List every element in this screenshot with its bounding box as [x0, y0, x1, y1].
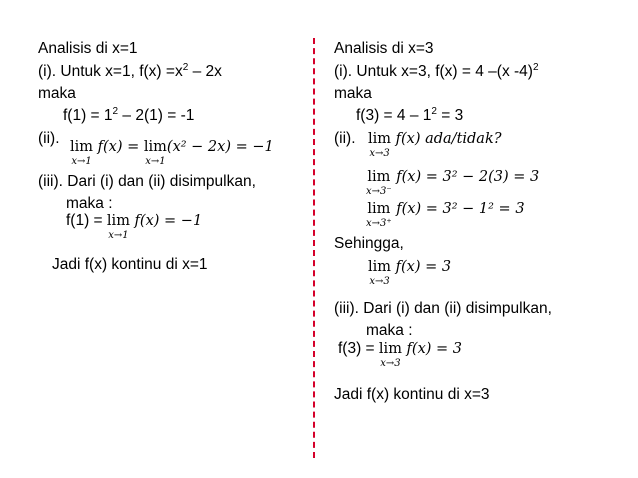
- lim-word: lim: [70, 139, 94, 155]
- right-f3-prefix: f(3) = 4 – 1: [356, 107, 432, 124]
- right-sehingga-expr: f(x) = 3: [391, 259, 452, 275]
- left-f1-suffix: – 2(1) = -1: [118, 107, 195, 124]
- left-conclusion: Jadi f(x) kontinu di x=1: [52, 256, 208, 273]
- right-part2-label: (ii).: [334, 130, 356, 147]
- left-part1: [38, 63, 222, 81]
- right-limit-operator-left: [366, 168, 392, 197]
- right-limit-operator-3: [379, 340, 402, 369]
- right-f3-eval: [356, 107, 463, 125]
- left-limit-operator-2: [144, 138, 167, 167]
- lim-subscript: x→3⁺: [366, 218, 392, 229]
- left-part2-mid: f(x) =: [93, 139, 144, 155]
- right-left-limit: [366, 168, 539, 197]
- right-sehingga: Sehingga,: [334, 235, 404, 252]
- left-f1-eval: [63, 107, 194, 125]
- right-limit-operator-1: [368, 130, 391, 159]
- left-part2-label: (ii).: [38, 130, 60, 147]
- left-maka: maka: [38, 85, 76, 102]
- right-f3-limit: [338, 340, 462, 369]
- lim-word: lim: [106, 213, 130, 229]
- lim-subscript: x→3: [380, 358, 401, 369]
- right-conclusion: Jadi f(x) kontinu di x=3: [334, 386, 490, 403]
- left-f1-limit: [66, 212, 202, 241]
- right-part1: [334, 63, 539, 81]
- lim-subscript: x→1: [108, 230, 129, 241]
- right-part3: (iii). Dari (i) dan (ii) disimpulkan,: [334, 300, 552, 317]
- lim-word: lim: [367, 201, 391, 217]
- right-maka: maka: [334, 85, 372, 102]
- left-part2-expr: (x² − 2x) = −1: [166, 139, 274, 155]
- right-f3-suffix: = 3: [436, 107, 464, 124]
- lim-word: lim: [378, 341, 402, 357]
- left-part2-formula: [70, 138, 274, 167]
- lim-word: lim: [367, 169, 391, 185]
- left-part1-prefix: (i). Untuk x=1, f(x) =x: [38, 63, 183, 80]
- right-sehingga-limit: [368, 258, 451, 287]
- lim-word: lim: [368, 131, 392, 147]
- right-f3-limit-prefix: f(3) =: [338, 340, 379, 357]
- left-limit-operator-3: [107, 212, 130, 241]
- left-maka-colon: maka :: [66, 195, 113, 212]
- left-f1-exp: 2: [112, 106, 119, 117]
- right-part2-formula: [368, 130, 502, 159]
- lim-subscript: x→3: [369, 276, 390, 287]
- left-part3: (iii). Dari (i) dan (ii) disimpulkan,: [38, 173, 256, 190]
- left-limit-operator-1: [70, 138, 93, 167]
- left-f1-limit-expr: f(x) = −1: [129, 213, 203, 229]
- right-limit-operator-right: [366, 200, 392, 229]
- right-title: Analisis di x=3: [334, 40, 434, 57]
- right-part2-expr: f(x) ada/tidak?: [391, 131, 502, 147]
- right-limit-operator-2: [368, 258, 391, 287]
- right-maka-colon: maka :: [366, 322, 413, 339]
- right-f3-exp: 2: [431, 106, 437, 117]
- left-f1-prefix: f(1) = 1: [63, 107, 113, 124]
- lim-subscript: x→1: [71, 156, 92, 167]
- right-left-limit-expr: f(x) = 3² − 2(3) = 3: [391, 169, 540, 185]
- lim-subscript: x→3⁻: [366, 186, 392, 197]
- lim-word: lim: [143, 139, 167, 155]
- right-f3-limit-expr: f(x) = 3: [401, 341, 463, 357]
- column-divider: [313, 38, 315, 458]
- lim-subscript: x→3: [369, 148, 390, 159]
- left-f1-limit-prefix: f(1) =: [66, 212, 107, 229]
- right-part1-prefix: (i). Untuk x=3, f(x) = 4 –(x -4): [334, 63, 533, 80]
- left-part1-suffix: – 2x: [188, 63, 222, 80]
- left-title: Analisis di x=1: [38, 40, 138, 57]
- lim-word: lim: [368, 259, 392, 275]
- right-part1-exp: 2: [532, 62, 539, 73]
- lim-subscript: x→1: [145, 156, 166, 167]
- right-right-limit-expr: f(x) = 3² − 1² = 3: [391, 201, 525, 217]
- right-right-limit: [366, 200, 525, 229]
- left-part1-exp: 2: [182, 62, 189, 73]
